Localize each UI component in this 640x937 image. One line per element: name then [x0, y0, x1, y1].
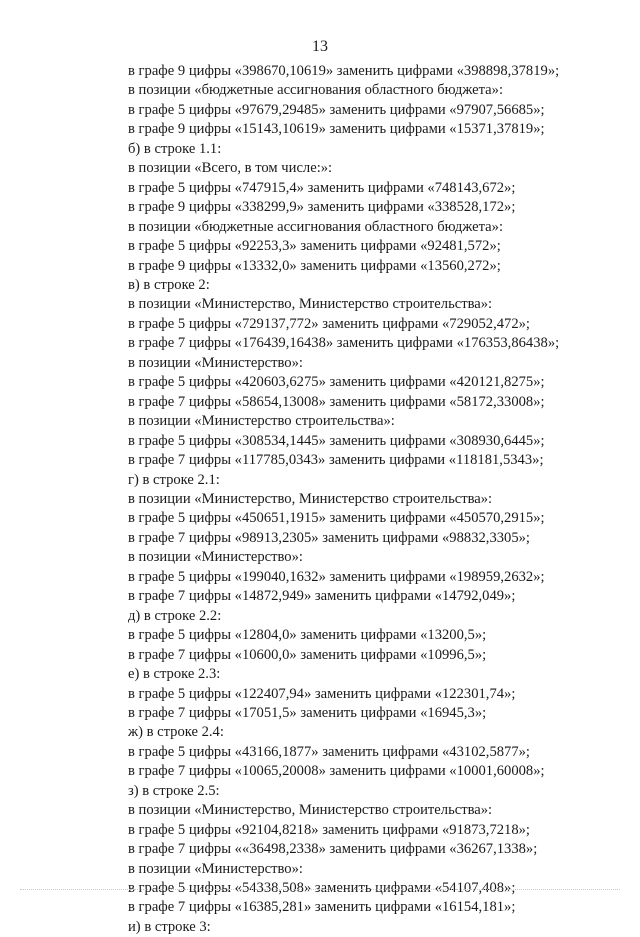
text-line: в позиции «Министерство»: — [128, 354, 303, 371]
text-line: в графе 5 цифры «54338,508» заменить цифрами «54107,408»; — [128, 880, 516, 897]
text-line: в графе 7 цифры «58654,13008» заменить цифрами «58172,33008»; — [128, 393, 545, 410]
text-line: в позиции «Министерство, Министерство строительства»: — [128, 802, 493, 819]
text-line: з) в строке 2.5: — [128, 782, 220, 799]
text-line: в графе 5 цифры «92253,3» заменить цифрами «92481,572»; — [128, 238, 501, 255]
scan-bottom-edge — [20, 889, 620, 890]
text-line: в графе 7 цифры «17051,5» заменить цифрами «16945,3»; — [128, 704, 487, 721]
text-line: в позиции «бюджетные ассигнования областного бюджета»: — [128, 82, 503, 99]
text-line: в позиции «Министерство строительства»: — [128, 413, 395, 430]
text-line: в графе 5 цифры «450651,1915» заменить цифрами «450570,2915»; — [128, 510, 545, 527]
text-line: в графе 7 цифры «98913,2305» заменить цифрами «98832,3305»; — [128, 529, 530, 546]
text-line: в позиции «бюджетные ассигнования областного бюджета»: — [128, 218, 503, 235]
text-line: в графе 5 цифры «729137,772» заменить цифрами «729052,472»; — [128, 315, 530, 332]
text-line: в позиции «Министерство, Министерство строительства»: — [128, 296, 493, 313]
text-line: в) в строке 2: — [128, 276, 210, 293]
document-body — [128, 62, 608, 937]
text-line: в графе 9 цифры «338299,9» заменить цифрами «338528,172»; — [128, 199, 516, 216]
text-line: в графе 9 цифры «398670,10619» заменить цифрами «398898,37819»; — [128, 63, 560, 79]
text-line: д) в строке 2.2: — [128, 607, 222, 624]
page-number: 13 — [312, 38, 328, 55]
text-line: в графе 5 цифры «12804,0» заменить цифрами «13200,5»; — [128, 627, 487, 644]
text-line: в графе 7 цифры «176439,16438» заменить цифрами «176353,86438»; — [128, 335, 560, 352]
text-line: в позиции «Министерство»: — [128, 549, 303, 566]
text-line: е) в строке 2.3: — [128, 666, 221, 683]
text-line: в графе 9 цифры «15143,10619» заменить цифрами «15371,37819»; — [128, 121, 545, 138]
text-line: в позиции «Министерство»: — [128, 860, 303, 877]
text-line: в графе 7 цифры «10600,0» заменить цифрами «10996,5»; — [128, 646, 487, 663]
text-line: в графе 5 цифры «308534,1445» заменить цифрами «308930,6445»; — [128, 432, 545, 449]
text-line: в графе 5 цифры «43166,1877» заменить цифрами «43102,5877»; — [128, 743, 530, 760]
text-line: в графе 7 цифры «10065,20008» заменить цифрами «10001,60008»; — [128, 763, 545, 780]
text-line: и) в строке 3: — [128, 918, 211, 935]
text-line: г) в строке 2.1: — [128, 471, 220, 488]
text-line: в графе 7 цифры «14872,949» заменить цифрами «14792,049»; — [128, 588, 516, 605]
text-line: в графе 5 цифры «122407,94» заменить цифрами «122301,74»; — [128, 685, 516, 702]
text-line: в графе 7 цифры «16385,281» заменить цифрами «16154,181»; — [128, 899, 516, 916]
text-line: в графе 7 цифры «117785,0343» заменить цифрами «118181,5343»; — [128, 452, 544, 469]
text-line: в графе 9 цифры «13332,0» заменить цифрами «13560,272»; — [128, 257, 501, 274]
text-line: в графе 5 цифры «747915,4» заменить цифрами «748143,672»; — [128, 179, 516, 196]
text-line: в графе 7 цифры ««36498,2338» заменить цифрами «36267,1338»; — [128, 841, 538, 858]
text-line: б) в строке 1.1: — [128, 140, 222, 157]
text-line: в графе 5 цифры «92104,8218» заменить цифрами «91873,7218»; — [128, 821, 530, 838]
text-line: в графе 5 цифры «97679,29485» заменить цифрами «97907,56685»; — [128, 101, 545, 118]
text-line: ж) в строке 2.4: — [128, 724, 224, 741]
text-line: в позиции «Всего, в том числе:»: — [128, 160, 333, 177]
text-line: в графе 5 цифры «420603,6275» заменить цифрами «420121,8275»; — [128, 374, 545, 391]
text-line: в позиции «Министерство, Министерство строительства»: — [128, 490, 493, 507]
text-line: в графе 5 цифры «199040,1632» заменить цифрами «198959,2632»; — [128, 568, 545, 585]
